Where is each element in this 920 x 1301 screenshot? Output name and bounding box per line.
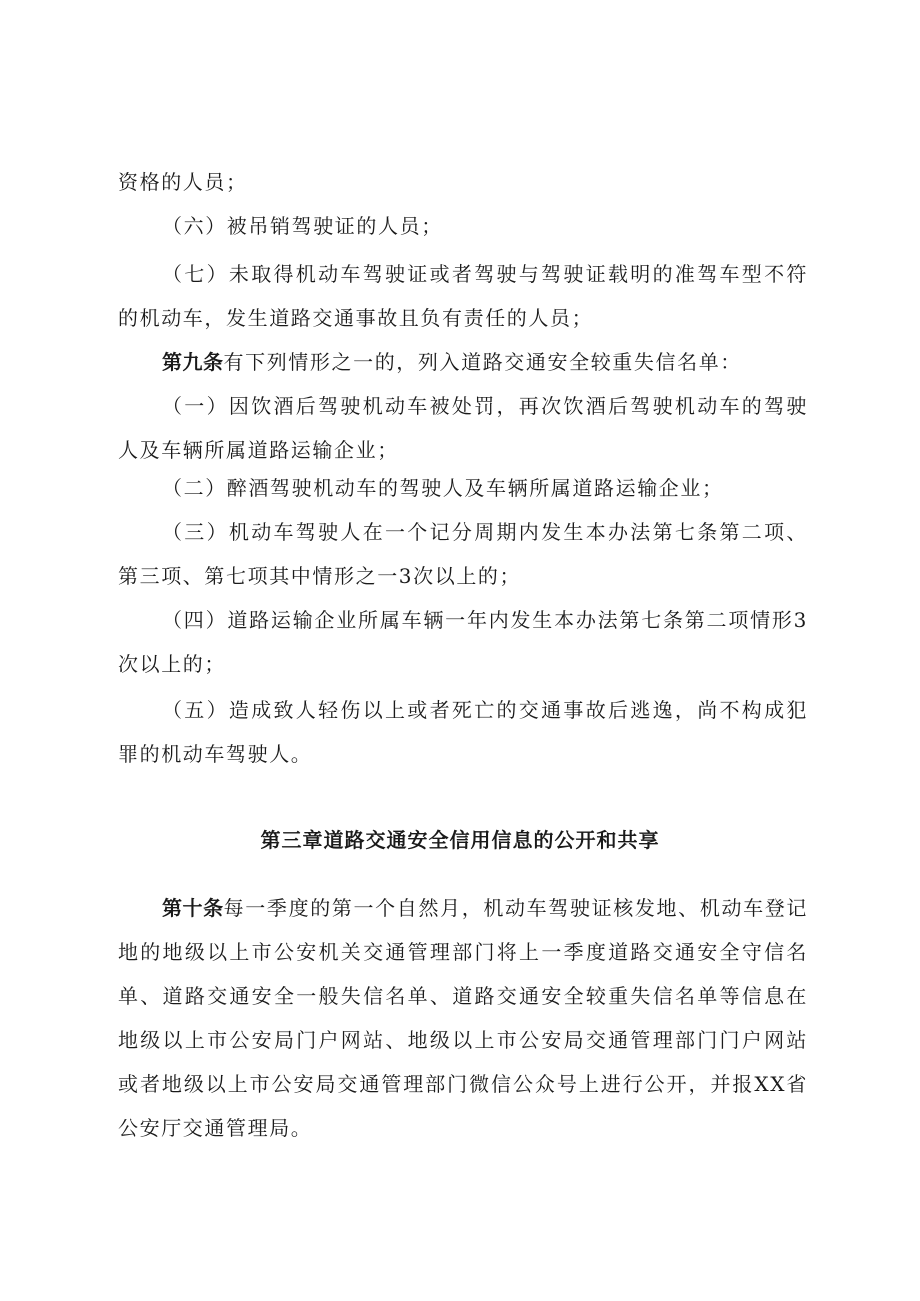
article-10 bbox=[118, 886, 808, 1150]
article-9-intro bbox=[118, 340, 808, 384]
paragraph-item-7: （七）未取得机动车驾驶证或者驾驶与驾驶证载明的准驾车型不符的机动车，发生道路交通事故且负有责任的人员； bbox=[118, 262, 808, 330]
paragraph-item-6: （六）被吊销驾驶证的人员； bbox=[162, 214, 443, 238]
article-9-item-2: （二）醉酒驾驶机动车的驾驶人及车辆所属道路运输企业； bbox=[162, 476, 724, 500]
article-9-text: 有下列情形之一的，列入道路交通安全较重失信名单： bbox=[223, 350, 742, 374]
paragraph-continuation: 资格的人员； bbox=[118, 170, 248, 194]
article-9-item-4: （四）道路运输企业所属车辆一年内发生本办法第七条第二项情形3次以上的； bbox=[118, 608, 808, 676]
article-9-label: 第九条 bbox=[162, 350, 224, 374]
chapter-3-title: 第三章道路交通安全信用信息的公开和共享 bbox=[260, 828, 660, 852]
article-10-text: 每一季度的第一个自然月，机动车驾驶证核发地、机动车登记地的地级以上市公安机关交通管理部门将上一季度道路交通安全守信名单、道路交通安全一般失信名单、道路交通安全较重失信名单等信息在地级以上市公安局门户网站、地级以上市公安局交通管理部门门户网站或者地级以上市公安局交通管理部门微信公众号上进行公开，并报XX省公安厅交通管理局。 bbox=[118, 896, 809, 1140]
article-9-item-3: （三）机动车驾驶人在一个记分周期内发生本办法第七条第二项、第三项、第七项其中情形之一3次以上的； bbox=[118, 520, 808, 588]
article-9-item-1: （一）因饮酒后驾驶机动车被处罚，再次饮酒后驾驶机动车的驾驶人及车辆所属道路运输企业； bbox=[118, 394, 808, 462]
article-9-item-5: （五）造成致人轻伤以上或者死亡的交通事故后逃逸，尚不构成犯罪的机动车驾驶人。 bbox=[118, 698, 808, 766]
article-10-label: 第十条 bbox=[162, 896, 224, 920]
